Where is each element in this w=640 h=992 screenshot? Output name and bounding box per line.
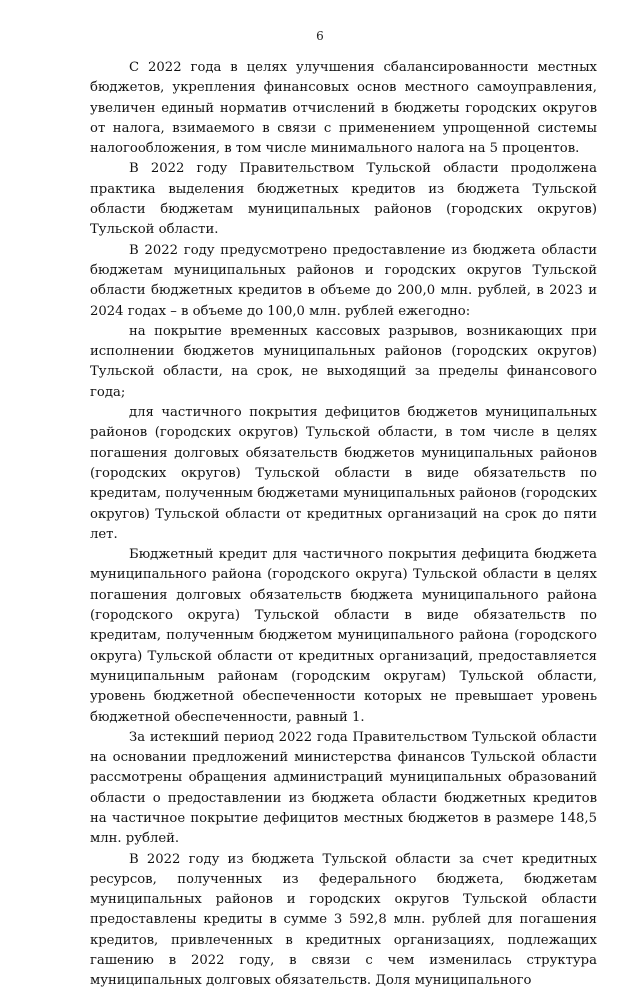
paragraph: на покрытие временных кассовых разрывов, возникающих при исполнении бюджетов муниципальных районов (городских округов) Тульской области, на срок, не выходящий за пределы финансового года; bbox=[90, 323, 597, 400]
paragraph: За истекший период 2022 года Правительством Тульской области на основании предложений министерства финансов Тульской области рассмотрены обращения администраций муниципальных образований области о предоставлении из бюджета области бюджетных кредитов на частичное покрытие дефицитов местных бюджетов в размере 148,5 млн. рублей. bbox=[90, 729, 597, 847]
paragraph: В 2022 году из бюджета Тульской области за счет кредитных ресурсов, полученных из федерального бюджета, бюджетам муниципальных районов и городских округов Тульской области предоставлены кредиты в сумме 3 592,8 млн. рублей для погашения кредитов, привлеченных в кредитных организациях, подлежащих гашению в 2022 году, в связи с чем изменилась структура муниципальных долговых обязательств. Доля муниципального bbox=[90, 851, 597, 989]
paragraph: Бюджетный кредит для частичного покрытия дефицита бюджета муниципального района (городского округа) Тульской области в целях погашения долговых обязательств бюджета муниципального района (городского округа) Тульской области в виде обязательств по кредитам, полученным бюджетом муниципального района (городского округа) Тульской области от кредитных организаций, предоставляется муниципальным районам (городским округам) Тульской области, уровень бюджетной обеспеченности которых не превышает уровень бюджетной обеспеченности, равный 1. bbox=[90, 547, 597, 725]
paragraph: С 2022 года в целях улучшения сбалансированности местных бюджетов, укрепления финансовых основ местного самоуправления, увеличен единый норматив отчислений в бюджеты городских округов от налога, взимаемого в связи с применением упрощенной системы налогообложения, в том числе минимального налога на 5 процентов. bbox=[90, 60, 597, 157]
paragraph: В 2022 году предусмотрено предоставление из бюджета области бюджетам муниципальных районов и городских округов Тульской области бюджетных кредитов в объеме до 200,0 млн. рублей, в 2023 и 2024 годах – в объеме до 100,0 млн. рублей ежегодно: bbox=[90, 242, 597, 319]
paragraph: В 2022 году Правительством Тульской области продолжена практика выделения бюджетных кредитов из бюджета Тульской области бюджетам муниципальных районов (городских округов) Тульской области. bbox=[90, 161, 597, 238]
paragraph: для частичного покрытия дефицитов бюджетов муниципальных районов (городских округов) Тульской области, в том числе в целях погашения долговых обязательств бюджетов муниципальных районов (городских округов) Тульской области в виде обязательств по кредитам, полученным бюджетами муниципальных районов (городских округов) Тульской области от кредитных организаций на срок до пяти лет. bbox=[90, 405, 597, 542]
document-body bbox=[90, 58, 597, 992]
page-number: 6 bbox=[316, 29, 324, 43]
